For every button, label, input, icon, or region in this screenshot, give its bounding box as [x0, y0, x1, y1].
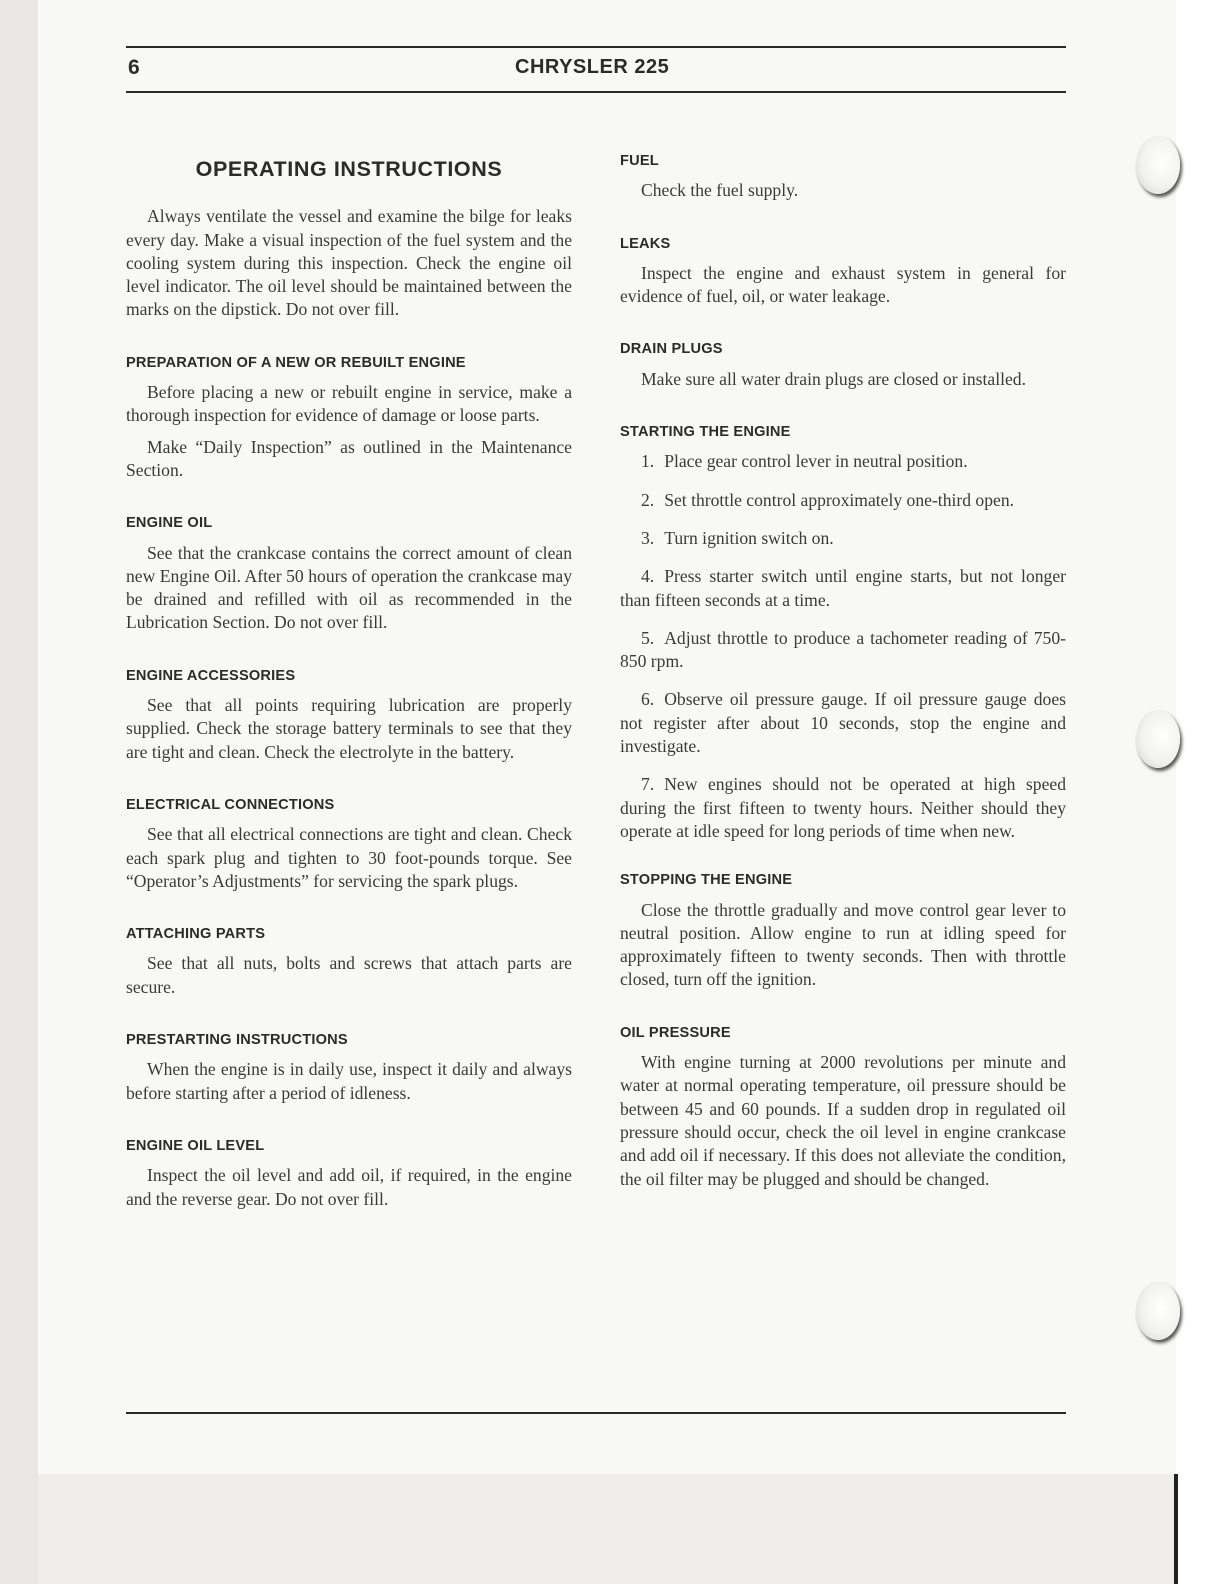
section-paragraph: Check the fuel supply. — [641, 180, 799, 201]
scan-background — [0, 0, 38, 1584]
list-item — [620, 688, 1066, 758]
section-engine-oil — [126, 512, 572, 634]
section-electrical-connections — [126, 794, 572, 893]
intro-section — [126, 205, 572, 321]
step-text: Set throttle control approximately one-third open. — [664, 489, 1015, 510]
section-heading: DRAIN PLUGS — [620, 341, 723, 358]
section-paragraph: See that the crankcase contains the correct amount of clean new Engine Oil. After 50 hours of operation the crankcase may be drained and refilled with oil as recommended in the Lubrication Section. Do not over fill. — [126, 542, 572, 633]
footer-rule — [126, 1412, 1066, 1414]
section-drain-plugs — [620, 338, 1066, 391]
right-column — [620, 150, 1066, 1221]
section-leaks — [620, 233, 1066, 309]
section-paragraph: Inspect the engine and exhaust system in general for evidence of fuel, oil, or water leakage. — [620, 262, 1066, 307]
step-number: 5. — [641, 627, 655, 648]
section-stopping-the-engine — [620, 869, 1066, 991]
step-number: 7. — [641, 774, 655, 795]
section-oil-pressure — [620, 1022, 1066, 1191]
header-bottom-rule — [126, 91, 1066, 93]
section-paragraph: Make “Daily Inspection” as outlined in the Maintenance Section. — [126, 436, 572, 480]
list-item — [620, 627, 1066, 674]
list-item — [620, 450, 1066, 473]
section-prestarting-instructions — [126, 1029, 572, 1105]
header-top-rule — [126, 46, 1066, 48]
list-item — [620, 489, 1066, 512]
section-paragraph: See that all points requiring lubrication are properly supplied. Check the storage battery terminals to see that they are tight and clean. Check the electrolyte in the battery. — [126, 695, 572, 762]
page-number: 6 — [128, 56, 140, 79]
section-engine-oil-level — [126, 1135, 572, 1211]
section-paragraph: Inspect the oil level and add oil, if required, in the engine and the reverse gear. Do not over fill. — [126, 1165, 572, 1209]
section-heading: FUEL — [620, 153, 659, 169]
scan-right-margin — [1176, 0, 1224, 1584]
step-number: 4. — [641, 566, 655, 587]
binder-hole-top — [1136, 136, 1180, 194]
section-paragraph: Before placing a new or rebuilt engine in service, make a thorough inspection for evidence of damage or loose parts. — [126, 382, 572, 426]
page-bottom-shadow — [38, 1474, 1178, 1584]
section-preparation — [126, 352, 572, 482]
intro-paragraph: Always ventilate the vessel and examine the bilge for leaks every day. Make a visual inspection of the fuel system and the cooling system during this inspection. Check the engine oil level indicator. The oil level should be maintained between the marks on the dipstick. Do not over fill. — [126, 206, 572, 320]
section-heading: ENGINE OIL LEVEL — [126, 1137, 265, 1154]
section-paragraph: With engine turning at 2000 revolutions per minute and water at normal operating temperature, oil pressure should be between 45 and 60 pounds. If a sudden drop in regulated oil pressure should occur, check the oil level in engine crankcase and add oil if necessary. If this does not alleviate the condition, the oil filter may be plugged and should be changed. — [620, 1052, 1066, 1189]
step-number: 1. — [641, 451, 655, 472]
section-heading: STARTING THE ENGINE — [620, 424, 791, 441]
section-heading: OIL PRESSURE — [620, 1024, 731, 1041]
step-text: Adjust throttle to produce a tachometer reading of 750-850 rpm. — [620, 627, 1066, 672]
section-heading: LEAKS — [620, 235, 671, 252]
list-item — [620, 527, 1066, 550]
binder-hole-bottom — [1136, 1282, 1180, 1340]
main-title: OPERATING INSTRUCTIONS — [195, 157, 503, 181]
binder-hole-middle — [1136, 710, 1180, 768]
list-item — [620, 565, 1066, 612]
step-text: Observe oil pressure gauge. If oil pressure gauge does not register after about 10 seconds, stop the engine and investigate. — [620, 689, 1066, 757]
step-number: 6. — [641, 689, 655, 710]
step-text: Place gear control lever in neutral position. — [664, 451, 968, 472]
step-text: Turn ignition switch on. — [664, 527, 834, 548]
section-heading: ENGINE ACCESSORIES — [126, 667, 296, 684]
section-heading: ELECTRICAL CONNECTIONS — [126, 796, 335, 813]
section-heading: ENGINE OIL — [126, 515, 213, 532]
step-text: New engines should not be operated at high speed during the first fifteen to twenty hours. Neither should they operate at idle speed for long periods of time when new. — [620, 774, 1066, 841]
section-engine-accessories — [126, 665, 572, 764]
section-paragraph: Make sure all water drain plugs are closed or installed. — [641, 368, 1026, 389]
section-heading: PRESTARTING INSTRUCTIONS — [126, 1032, 348, 1049]
list-item — [620, 773, 1066, 843]
section-paragraph: See that all electrical connections are tight and clean. Check each spark plug and tighten to 30 foot-pounds torque. See “Operator’s Adjustments” for servicing the spark plugs. — [126, 824, 572, 891]
section-fuel — [620, 150, 1066, 203]
section-paragraph: See that all nuts, bolts and screws that attach parts are secure. — [126, 953, 572, 997]
section-heading: ATTACHING PARTS — [126, 926, 266, 943]
running-header-title: CHRYSLER 225 — [515, 56, 670, 78]
step-text: Press starter switch until engine starts, but not longer than fifteen seconds at a time. — [620, 566, 1066, 610]
page-edge-shadow — [1174, 1474, 1178, 1584]
section-paragraph: Close the throttle gradually and move control gear lever to neutral position. Allow engine to run at idling speed for approximately fifteen to twenty seconds. Then with throttle closed, turn off the ignition. — [620, 899, 1066, 990]
section-paragraph: When the engine is in daily use, inspect it daily and always before starting after a period of idleness. — [126, 1059, 572, 1103]
section-heading: STOPPING THE ENGINE — [620, 872, 793, 889]
section-starting-the-engine — [620, 421, 1066, 843]
left-column — [126, 150, 572, 1241]
step-number: 2. — [641, 489, 655, 510]
section-attaching-parts — [126, 923, 572, 999]
step-number: 3. — [641, 527, 655, 548]
section-heading: PREPARATION OF A NEW OR REBUILT ENGINE — [126, 354, 466, 371]
